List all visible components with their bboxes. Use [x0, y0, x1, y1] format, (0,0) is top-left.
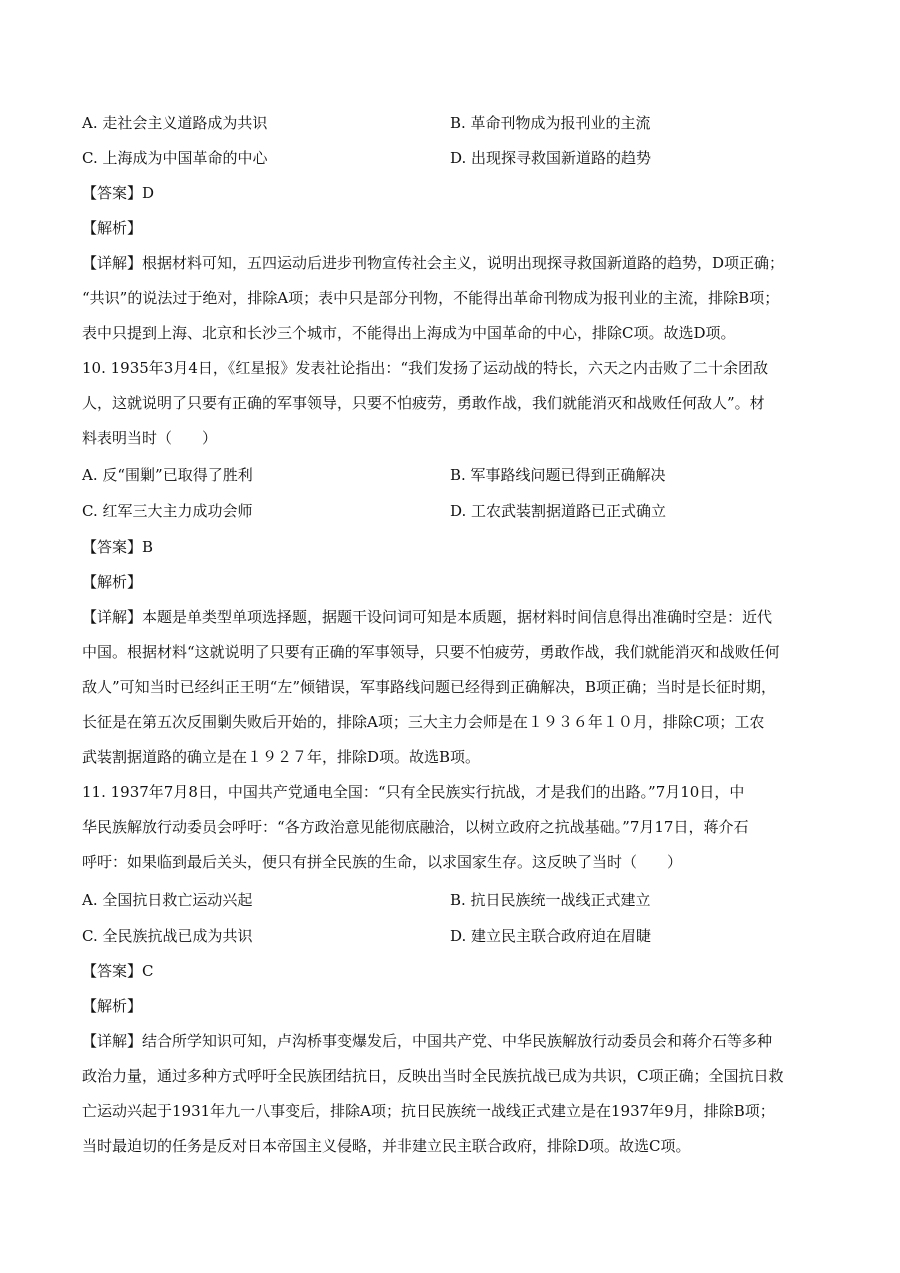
q10-detail-line: 敌人”可知当时已经纠正王明“左”倾错误，军事路线问题已经得到正确解决，B项正确；当时是长征时期， — [82, 678, 777, 696]
q9-detail-line: “共识”的说法过于绝对，排除A项；表中只是部分刊物，不能得出革命刊物成为报刊业的主流，排除B项； — [82, 289, 780, 307]
q10-option-b: B. 军事路线问题已得到正确解决 — [450, 466, 666, 484]
q10-detail-line: 【详解】本题是单类型单项选择题，据题干设问词可知是本质题，据材料时间信息得出准确时空是：近代 — [82, 608, 773, 626]
q11-option-c: C. 全民族抗战已成为共识 — [82, 927, 253, 945]
q10-stem-line: 人，这就说明了只要有正确的军事领导，只要不怕疲劳，勇敢作战，我们就能消灭和战败任何敌人”。材 — [82, 394, 765, 412]
q11-answer: 【答案】C — [82, 962, 154, 980]
q10-stem-line: 10. 1935年3月4日，《红星报》发表社论指出：“我们发扬了运动战的特长，六天之内击败了二十余团敌 — [82, 359, 769, 377]
q10-detail-line: 武装割据道路的确立是在１９２７年，排除D项。故选B项。 — [82, 748, 481, 766]
q9-option-a: A. 走社会主义道路成为共识 — [82, 114, 268, 132]
q10-analysis-label: 【解析】 — [82, 573, 143, 591]
q9-answer: 【答案】D — [82, 184, 155, 202]
q11-option-d: D. 建立民主联合政府迫在眉睫 — [450, 927, 652, 945]
q11-analysis-label: 【解析】 — [82, 997, 143, 1015]
q11-detail-line: 当时最迫切的任务是反对日本帝国主义侵略，并非建立民主联合政府，排除D项。故选C项。 — [82, 1137, 691, 1155]
q10-option-d: D. 工农武装割据道路已正式确立 — [450, 502, 667, 520]
q11-detail-line: 政治力量，通过多种方式呼吁全民族团结抗日，反映出当时全民族抗战已成为共识，C项正确；全国抗日救 — [82, 1067, 784, 1085]
q11-stem-line: 华民族解放行动委员会呼吁：“各方政治意见能彻底融洽，以树立政府之抗战基础。”7月17日，蒋介石 — [82, 818, 749, 836]
q11-stem-line: 11. 1937年7月8日，中国共产党通电全国：“只有全民族实行抗战，才是我们的出路。”7月10日，中 — [82, 783, 745, 801]
q10-detail-line: 长征是在第五次反围剿失败后开始的，排除A项；三大主力会师是在１９３６年１０月，排除C项；工农 — [82, 713, 765, 731]
q10-detail-line: 中国。根据材料“这就说明了只要有正确的军事领导，只要不怕疲劳，勇敢作战，我们就能消灭和战败任何 — [82, 643, 780, 661]
q11-stem-line: 呼吁：如果临到最后关头，便只有拼全民族的生命，以求国家生存。这反映了当时（ ） — [82, 853, 683, 871]
q10-option-a: A. 反“围剿”已取得了胜利 — [82, 466, 253, 484]
q9-detail-line: 【详解】根据材料可知，五四运动后进步刊物宣传社会主义，说明出现探寻救国新道路的趋势，D项正确； — [82, 254, 785, 272]
q11-option-a: A. 全国抗日救亡运动兴起 — [82, 891, 253, 909]
q10-stem-line: 料表明当时（ ） — [82, 429, 218, 447]
q11-option-b: B. 抗日民族统一战线正式建立 — [450, 891, 651, 909]
q9-detail-line: 表中只提到上海、北京和长沙三个城市，不能得出上海成为中国革命的中心，排除C项。故选D项。 — [82, 324, 736, 342]
q11-detail-line: 亡运动兴起于1931年九一八事变后，排除A项；抗日民族统一战线正式建立是在1937年9月，排除B项； — [82, 1102, 775, 1120]
q9-analysis-label: 【解析】 — [82, 219, 143, 237]
q11-detail-line: 【详解】结合所学知识可知，卢沟桥事变爆发后，中国共产党、中华民族解放行动委员会和蒋介石等多种 — [82, 1032, 773, 1050]
q9-option-b: B. 革命刊物成为报刊业的主流 — [450, 114, 651, 132]
q9-option-d: D. 出现探寻救国新道路的趋势 — [450, 149, 652, 167]
q9-option-c: C. 上海成为中国革命的中心 — [82, 149, 268, 167]
q10-option-c: C. 红军三大主力成功会师 — [82, 502, 253, 520]
q10-answer: 【答案】B — [82, 538, 154, 556]
